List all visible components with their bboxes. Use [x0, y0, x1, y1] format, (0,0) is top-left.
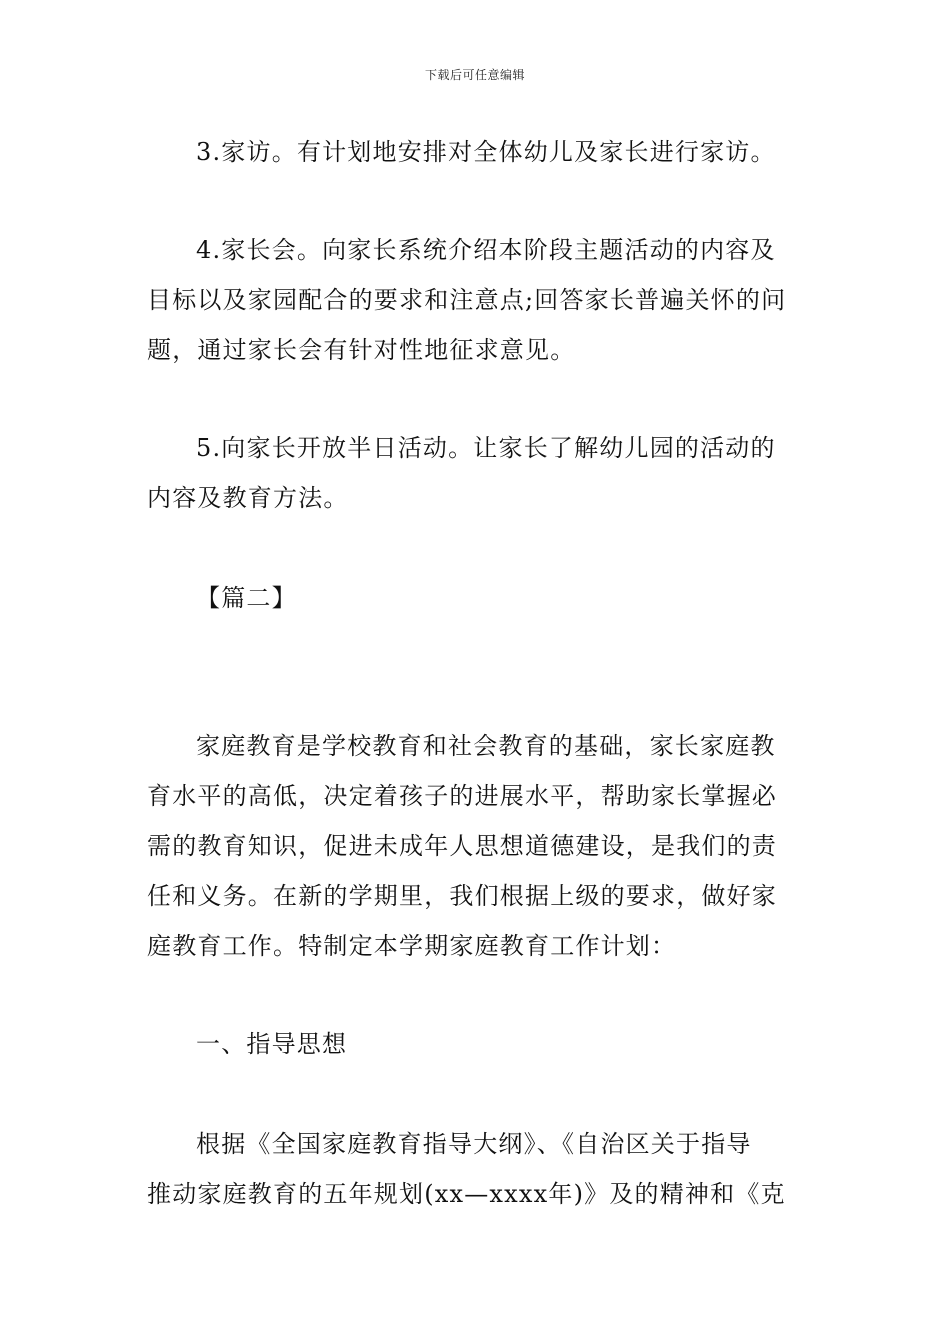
intro-line-3: 需的教育知识，促进未成年人思想道德建设，是我们的责: [147, 832, 777, 860]
paragraph-parent-meeting-line-1: 4.家长会。向家长系统介绍本阶段主题活动的内容及: [196, 236, 776, 264]
intro-line-1: 家庭教育是学校教育和社会教育的基础，家长家庭教: [196, 732, 776, 760]
guiding-line-2: 推动家庭教育的五年规划(xx—xxxx年)》及的精神和《克: [147, 1180, 786, 1208]
heading-guiding-thought: 一、指导思想: [196, 1030, 348, 1058]
intro-line-4: 任和义务。在新的学期里，我们根据上级的要求，做好家: [147, 882, 777, 910]
paragraph-open-day-line-2: 内容及教育方法。: [147, 484, 349, 512]
section-heading: 【篇二】: [196, 584, 297, 612]
paragraph-home-visit: 3.家访。有计划地安排对全体幼儿及家长进行家访。: [196, 138, 776, 166]
paragraph-open-day-line-1: 5.向家长开放半日活动。让家长了解幼儿园的活动的: [196, 434, 776, 462]
paragraph-parent-meeting-line-3: 题，通过家长会有针对性地征求意见。: [147, 336, 576, 364]
intro-line-5: 庭教育工作。特制定本学期家庭教育工作计划：: [147, 932, 677, 960]
guiding-line-1: 根据《全国家庭教育指导大纲》、《自治区关于指导: [196, 1130, 752, 1158]
intro-line-2: 育水平的高低，决定着孩子的进展水平，帮助家长掌握必: [147, 782, 777, 810]
download-editable-note: 下载后可任意编辑: [424, 68, 525, 82]
paragraph-parent-meeting-line-2: 目标以及家园配合的要求和注意点;回答家长普遍关怀的问: [147, 286, 787, 314]
